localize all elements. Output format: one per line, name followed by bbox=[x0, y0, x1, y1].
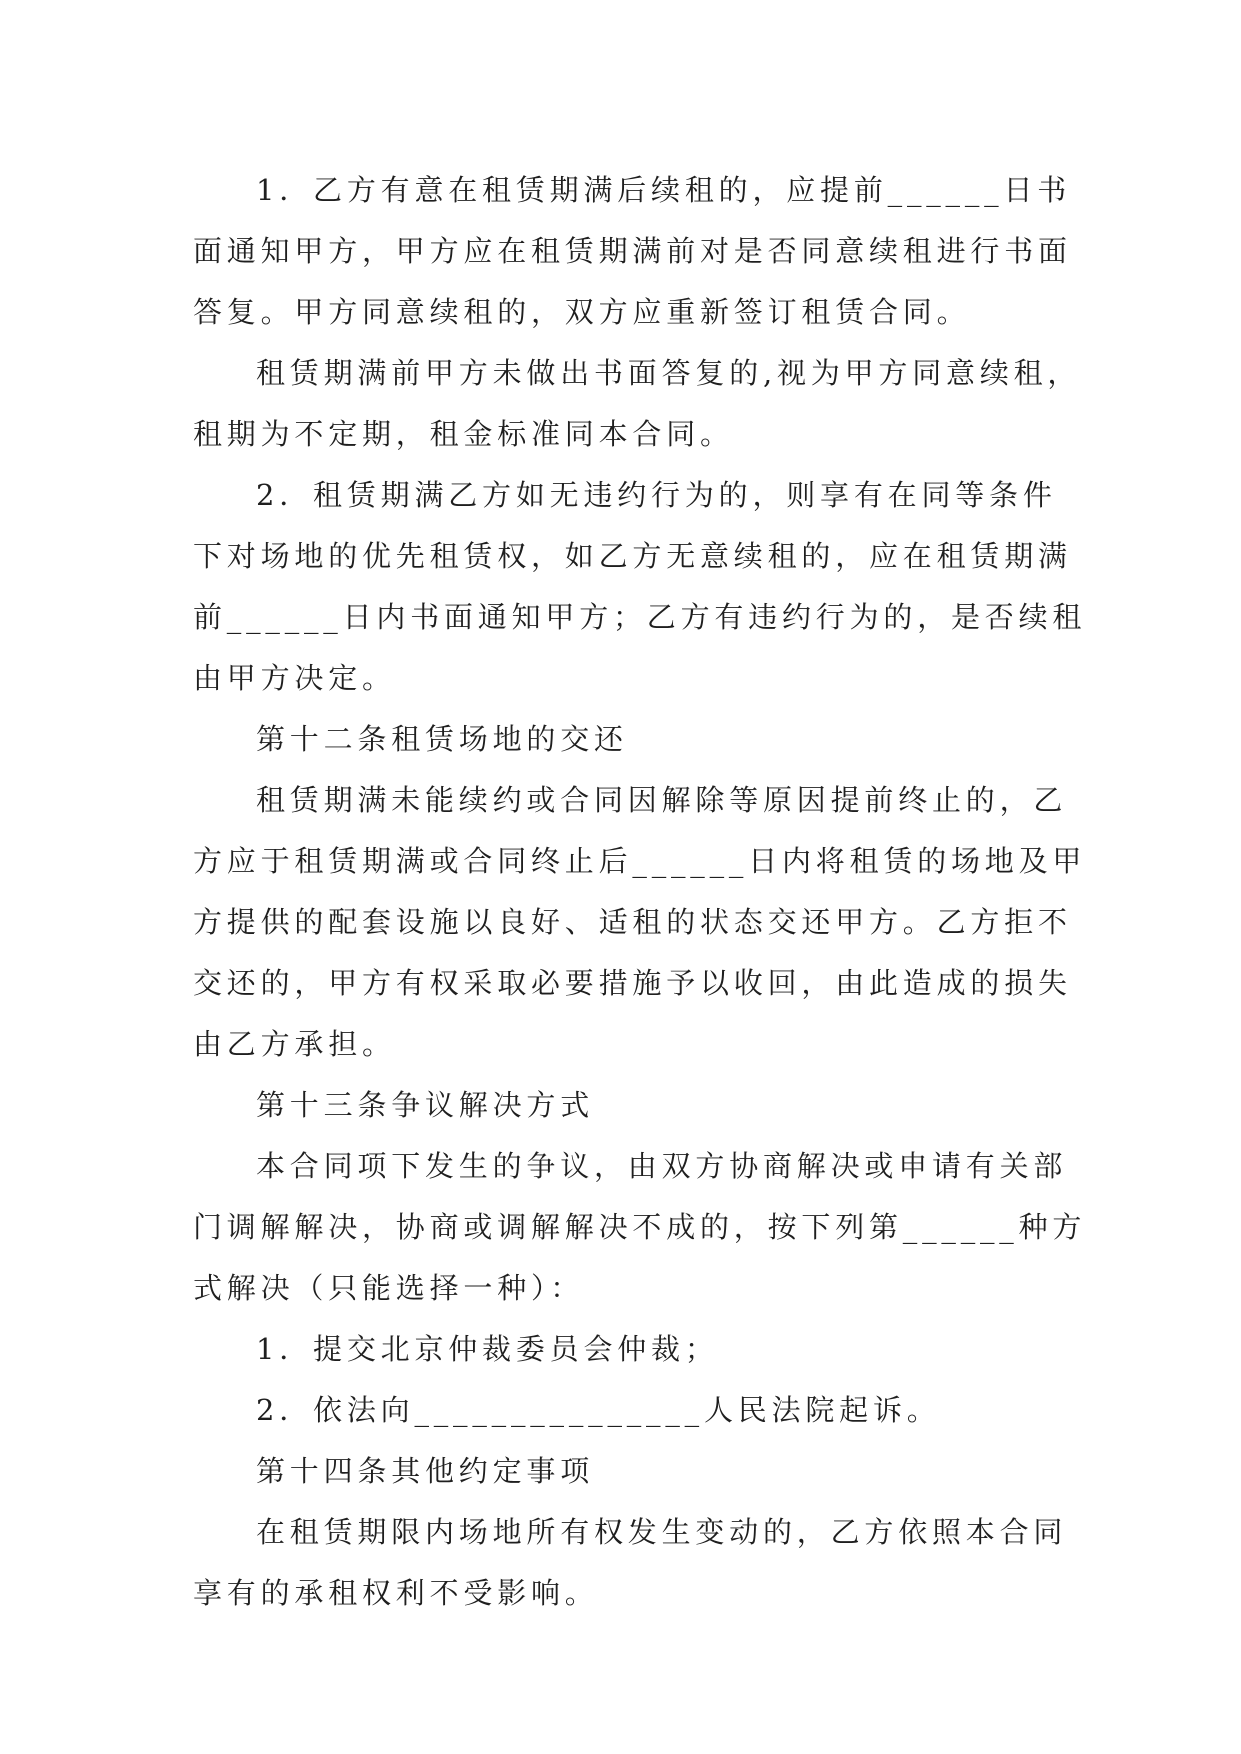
document-page bbox=[193, 160, 1087, 1624]
paragraph-clause-11-note bbox=[193, 343, 1082, 465]
text-line: 由乙方承担。 bbox=[193, 1027, 396, 1061]
section-heading: 第十四条其他约定事项 bbox=[256, 1454, 595, 1488]
paragraph-clause-11-item-2 bbox=[193, 465, 1087, 709]
text-line: 在租赁期限内场地所有权发生变动的，乙方依照本合同 bbox=[256, 1515, 1068, 1549]
text-line: 下对场地的优先租赁权，如乙方无意续租的，应在租赁期满 bbox=[193, 539, 1072, 573]
paragraph-clause-13-option-1 bbox=[193, 1319, 1053, 1380]
clause-12-heading bbox=[193, 709, 1053, 770]
text-line: 2．租赁期满乙方如无违约行为的，则享有在同等条件 bbox=[256, 478, 1057, 512]
text-line: 租赁期满未能续约或合同因解除等原因提前终止的，乙 bbox=[256, 783, 1068, 817]
paragraph-clause-14-body bbox=[193, 1502, 1068, 1624]
section-heading: 第十二条租赁场地的交还 bbox=[256, 722, 628, 756]
text-line: 交还的，甲方有权采取必要措施予以收回，由此造成的损失 bbox=[193, 966, 1072, 1000]
paragraph-clause-11-item-1 bbox=[193, 160, 1072, 343]
section-heading: 第十三条争议解决方式 bbox=[256, 1088, 595, 1122]
paragraph-clause-13-option-2 bbox=[193, 1380, 1053, 1441]
paragraph-clause-12-body bbox=[193, 770, 1087, 1075]
text-line: 答复。甲方同意续租的，双方应重新签订租赁合同。 bbox=[193, 295, 971, 329]
text-line: 租期为不定期，租金标准同本合同。 bbox=[193, 417, 734, 451]
text-line: 前______日内书面通知甲方；乙方有违约行为的，是否续租 bbox=[193, 600, 1087, 634]
text-line: 由甲方决定。 bbox=[193, 661, 396, 695]
text-line: 门调解解决，协商或调解解决不成的，按下列第______种方 bbox=[193, 1210, 1087, 1244]
clause-14-heading bbox=[193, 1441, 1053, 1502]
text-line: 1．乙方有意在租赁期满后续租的，应提前______日书 bbox=[256, 173, 1072, 207]
text-line: 面通知甲方，甲方应在租赁期满前对是否同意续租进行书面 bbox=[193, 234, 1072, 268]
text-line: 方应于租赁期满或合同终止后______日内将租赁的场地及甲 bbox=[193, 844, 1087, 878]
text-line: 租赁期满前甲方未做出书面答复的,视为甲方同意续租， bbox=[256, 356, 1082, 390]
text-line: 本合同项下发生的争议，由双方协商解决或申请有关部 bbox=[256, 1149, 1068, 1183]
text-line: 享有的承租权利不受影响。 bbox=[193, 1576, 599, 1610]
text-line: 2．依法向_______________人民法院起诉。 bbox=[256, 1393, 941, 1427]
clause-13-heading bbox=[193, 1075, 1053, 1136]
text-line: 式解决（只能选择一种）： bbox=[193, 1271, 585, 1305]
paragraph-clause-13-body bbox=[193, 1136, 1087, 1319]
text-line: 1．提交北京仲裁委员会仲裁； bbox=[256, 1332, 719, 1366]
text-line: 方提供的配套设施以良好、适租的状态交还甲方。乙方拒不 bbox=[193, 905, 1072, 939]
